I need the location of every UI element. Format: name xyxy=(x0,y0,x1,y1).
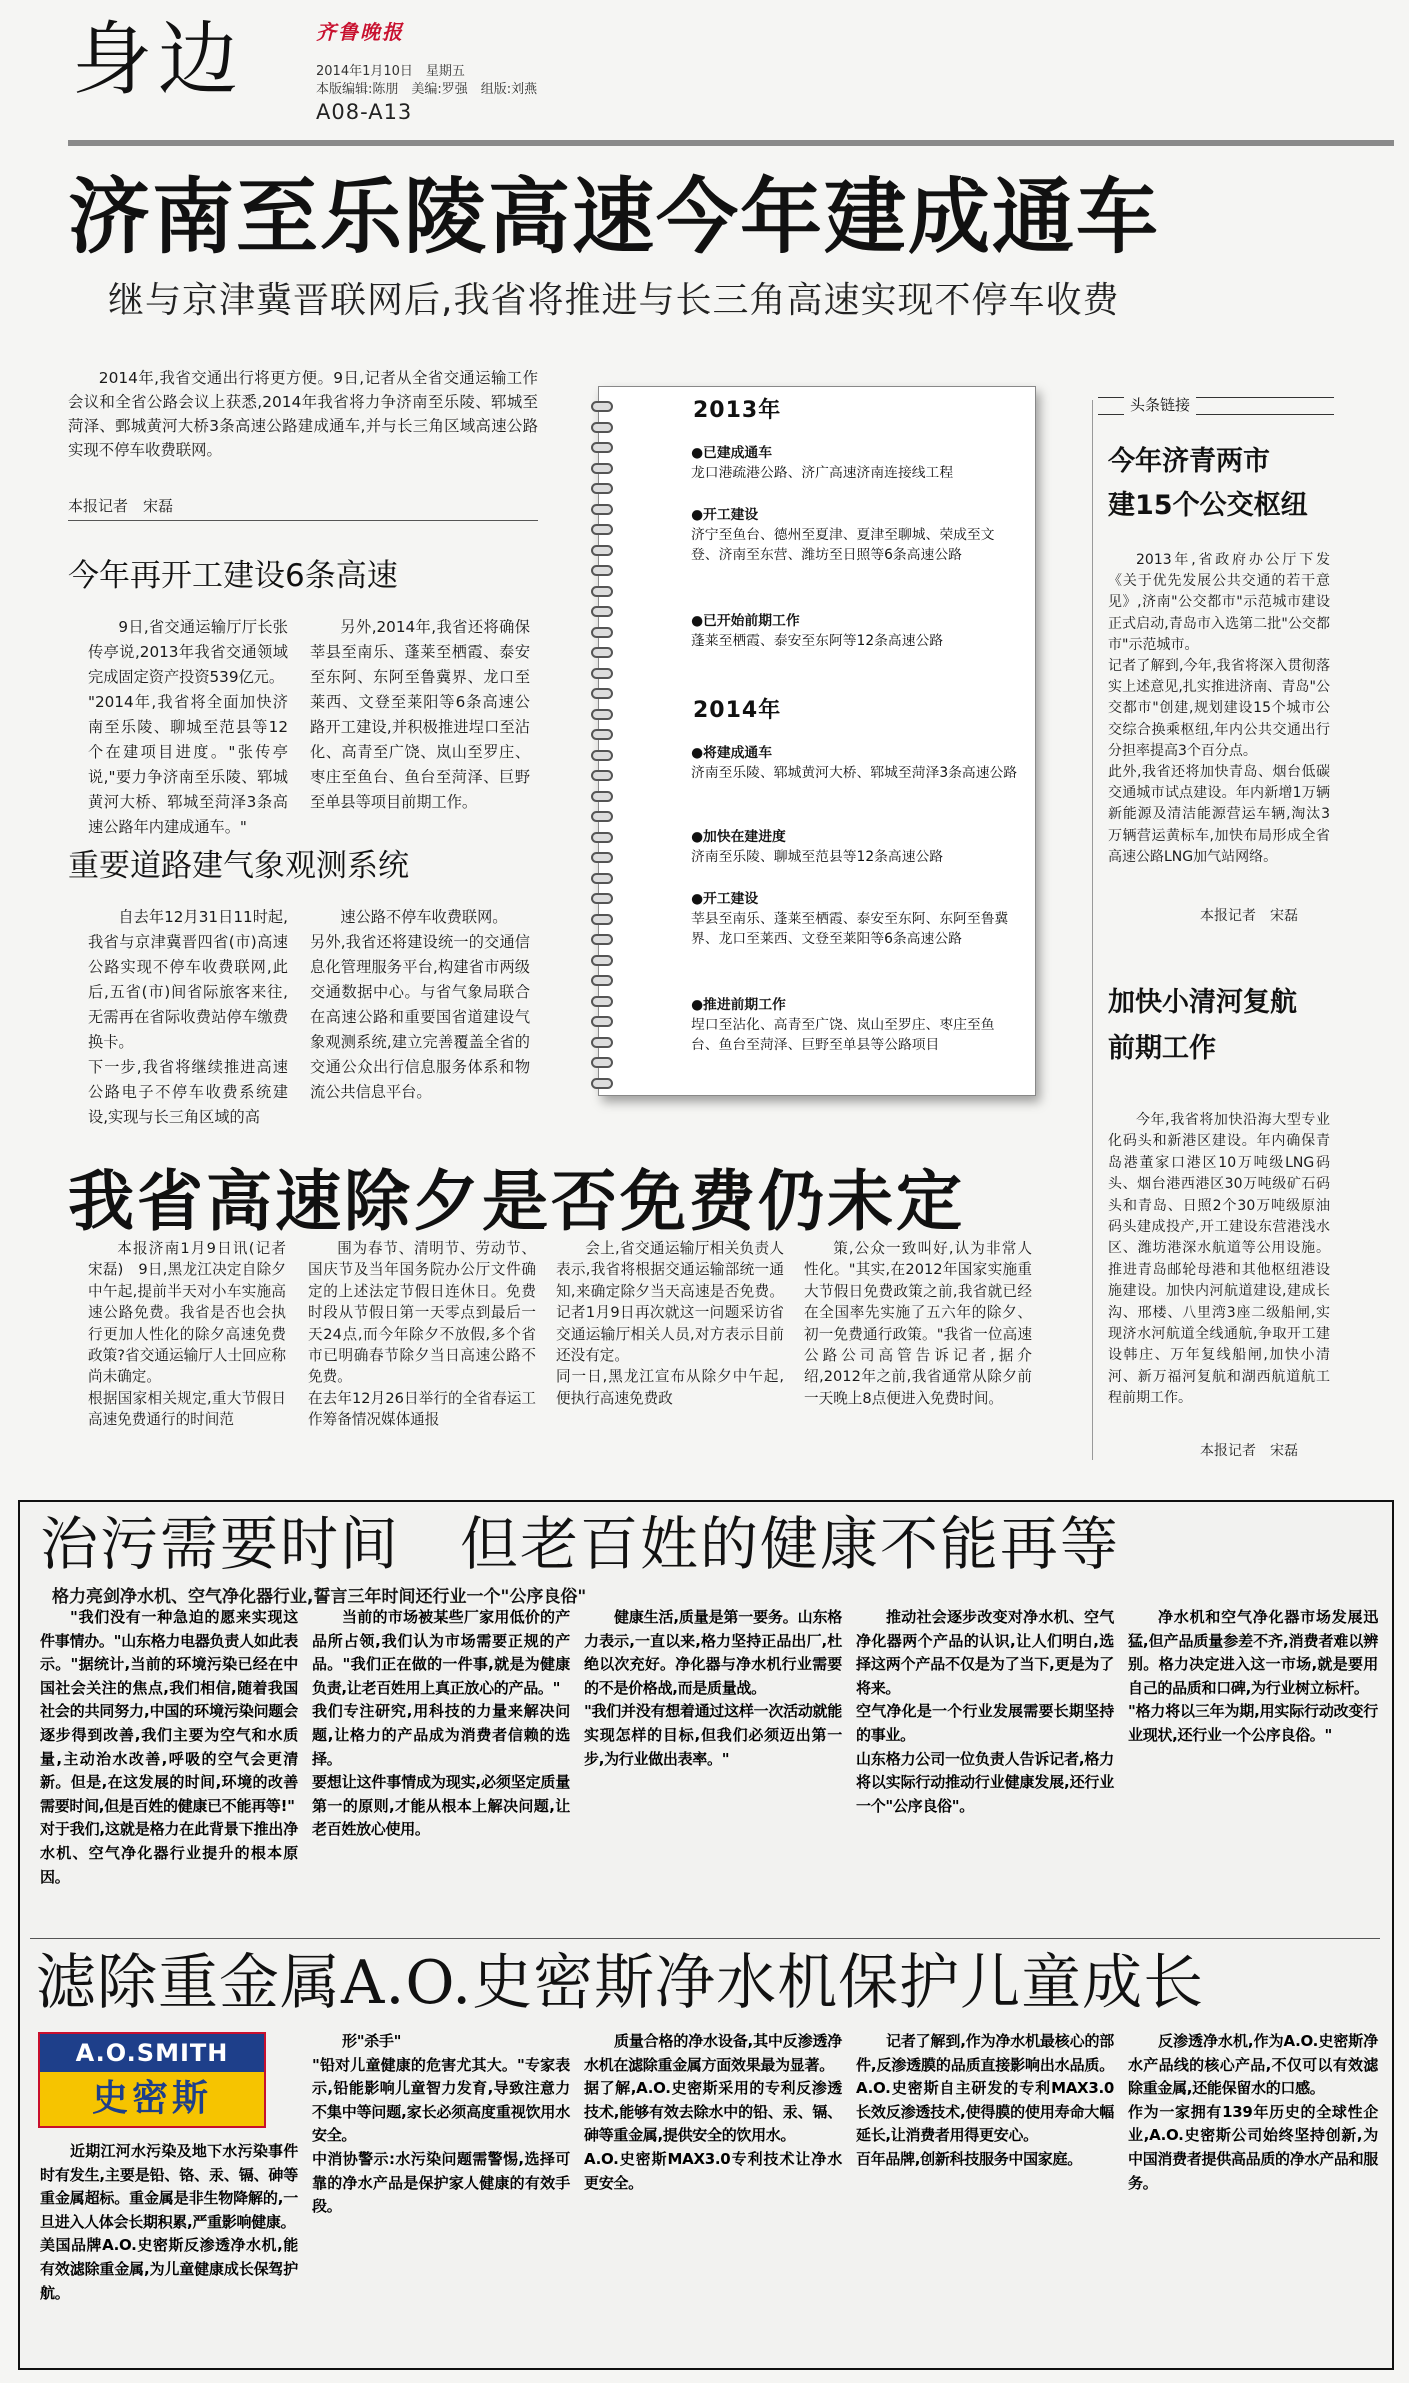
spiral-ring xyxy=(591,627,613,638)
spiral-ring xyxy=(591,483,613,494)
spiral-ring xyxy=(591,955,613,966)
lead-intro xyxy=(68,366,538,462)
spiral-ring xyxy=(591,852,613,863)
spiral-ring xyxy=(591,791,613,802)
item-head: ●已开始前期工作 xyxy=(691,613,800,629)
item-body: 济宁至鱼台、德州至夏津、夏津至聊城、荣成至文登、济南至东营、潍坊至日照等6条高速公路 xyxy=(691,527,995,563)
aosmith-logo xyxy=(38,2032,266,2128)
timeline-item xyxy=(691,827,1021,867)
spiral-ring xyxy=(591,442,613,453)
spiral-ring xyxy=(591,545,613,556)
spiral-ring xyxy=(591,586,613,597)
spiral-ring xyxy=(591,770,613,781)
editor-credits: 本版编辑:陈朋 美编:罗强 组版:刘燕 xyxy=(316,82,538,97)
lead-subtitle: 继与京津冀晋联网后,我省将推进与长三角高速实现不停车收费 xyxy=(108,280,1120,321)
item-head: ●开工建设 xyxy=(691,507,759,523)
spiral-ring xyxy=(591,1016,613,1027)
sidebar-heading-1: 今年济青两市 建15个公交枢纽 xyxy=(1108,446,1308,521)
item-head: ●开工建设 xyxy=(691,891,759,907)
spiral-ring xyxy=(591,934,613,945)
ad-col-4: 推动社会逐步改变对净水机、空气净化器两个产品的认识,让人们明白,选择这两个产品不仅是为了当下,更是为了将来。 空气净化是一个行业发展需要长期坚持的事业。 山东格力公司一位负责人告诉记者,格力将以实际行动推动行业健康发展,还行业一个"公序良俗"。 xyxy=(856,1608,1114,1815)
ad2-col-5: 反渗透净水机,作为A.O.史密斯净水产品线的核心产品,不仅可以有效滤除重金属,还能保留水的口感。 作为一家拥有139年历史的全球性企业,A.O.史密斯公司始终坚持创新,为中国消费者提供高品质的净水产品和服务。 xyxy=(1128,2032,1378,2192)
item-body: 济南至乐陵、聊城至范县等12条高速公路 xyxy=(691,849,944,865)
sub1-heading: 今年再开工建设6条高速 xyxy=(68,558,398,594)
timeline-notebook xyxy=(598,386,1036,1096)
timeline-item xyxy=(691,995,1021,1055)
item-head: ●推进前期工作 xyxy=(691,997,786,1013)
sub2-heading: 重要道路建气象观测系统 xyxy=(68,848,409,884)
spiral-ring xyxy=(591,750,613,761)
lead-intro-text: 2014年,我省交通出行将更方便。9日,记者从全省交通运输工作会议和全省公路会议上获悉,2014年我省将力争济南至乐陵、郓城至菏泽、鄄城黄河大桥3条高速公路建成通车,并与长三角区域高速公路实现不停车收费联网。 xyxy=(68,369,538,459)
year-2014-label: 2014年 xyxy=(693,698,782,723)
newspaper-logo: 齐鲁晚报 xyxy=(316,20,404,44)
masthead-rule xyxy=(68,140,1394,146)
sidebar-text-1: 2013年,省政府办公厅下发《关于优先发展公共交通的若干意见》,济南"公交都市"示范城市建设正式启动,青岛市入选第二批"公交都市"示范城市。 记者了解到,今年,我省将深入贯彻落实上述意见,扎实推进济南、青岛"公交都市"创建,规划建设15个城市公交综合换乘枢纽,年内公共交通出行分担率提高3个百分点。 此外,我省还将加快青岛、烟台低碳交通城市试点建设。年内新增1万辆新能源及清洁能源营运车辆,淘汰3万辆营运黄标车,加快布局形成全省高速公路LNG加气站网络。 xyxy=(1108,552,1330,865)
spiral-ring xyxy=(591,401,613,412)
item-body: 埕口至沾化、高青至广饶、岚山至罗庄、枣庄至鱼台、鱼台至菏泽、巨野至单县等公路项目 xyxy=(691,1017,995,1053)
year-2013-label: 2013年 xyxy=(693,398,782,423)
item-body: 蓬莱至栖霞、泰安至东阿等12条高速公路 xyxy=(691,633,944,649)
sub1-col-left: 9日,省交通运输厅厅长张传亭说,2013年我省交通领域完成固定资产投资539亿元。 "2014年,我省将全面加快济南至乐陵、聊城至范县等12个在建项目进度。"张传亭说,"要力争济南至乐陵、郓城黄河大桥、郓城至菏泽3条高速公路年内建成通车。" xyxy=(88,618,288,836)
spiral-ring xyxy=(591,832,613,843)
spiral-ring xyxy=(591,504,613,515)
spiral-ring xyxy=(591,463,613,474)
sidebar-label: 头条链接 xyxy=(1124,394,1196,415)
timeline-item xyxy=(691,505,1021,565)
ad-col-5: 净水机和空气净化器市场发展迅猛,但产品质量参差不齐,消费者难以辨别。格力决定进入这一市场,就是要用自己的品质和口碑,为行业树立标杆。 "格力将以三年为期,用实际行动改变行业现状,还行业一个公序良俗。" xyxy=(1128,1608,1378,1744)
spiral-ring xyxy=(591,1078,613,1089)
story2-col-4: 策,公众一致叫好,认为非常人性化。"其实,在2012年国家实施重大节假日免费政策之前,我省就已经在全国率先实施了五六年的除夕、初一免费通行政策。"我省一位高速公路公司高管告诉记者,据介绍,2012年之前,我省通常从除夕前一天晚上8点便进入免费时间。 xyxy=(804,1240,1032,1407)
story2-col-1: 本报济南1月9日讯(记者宋磊) 9日,黑龙江决定自除夕中午起,提前半天对小车实施高速公路免费。我省是否也会执行更加人性化的除夕高速免费政策?省交通运输厅人士回应称尚未确定。 根据国家相关规定,重大节假日高速免费通行的时间范 xyxy=(88,1240,286,1429)
spiral-ring xyxy=(591,729,613,740)
sidebar-divider xyxy=(1092,400,1093,1460)
item-body: 济南至乐陵、郓城黄河大桥、郓城至菏泽3条高速公路 xyxy=(691,765,1018,781)
item-head: ●已建成通车 xyxy=(691,445,773,461)
spiral-ring xyxy=(591,668,613,679)
issue-date: 2014年1月10日 星期五 xyxy=(316,64,465,79)
timeline-item xyxy=(691,889,1021,949)
sub2-col-left: 自去年12月31日11时起,我省与京津冀晋四省(市)高速公路实现不停车收费联网,此后,五省(市)间省际旅客来往,无需再在省际收费站停车缴费换卡。 下一步,我省将继续推进高速公路电子不停车收费系统建设,实现与长三角区域的高 xyxy=(88,908,288,1126)
spiral-ring xyxy=(591,688,613,699)
ad-col-1: "我们没有一种急迫的愿来实现这件事情办。"山东格力电器负责人如此表示。"据统计,当前的环境污染已经在中国社会关注的焦点,我们相信,随着我国社会的共同努力,中国的环境污染问题会逐步得到改善,我们主要为空气和水质量,主动治水改善,呼吸的空气会更清新。但是,在这发展的时间,环境的改善需要时间,但是百姓的健康已不能再等!" 对于我们,这就是格力在此背景下推出净水机、空气净化器行业提升的根本原因。 xyxy=(40,1608,298,1886)
story2-headline: 我省高速除夕是否免费仍未定 xyxy=(68,1163,965,1240)
lead-divider xyxy=(68,520,538,521)
ad-col-2: 当前的市场被某些厂家用低价的产品所占领,我们认为市场需要正规的产品。"我们正在做的一件事,就是为健康负责,让老百姓用上真正放心的产品。" 我们专注研究,用科技的力量来解决问题,让格力的产品成为消费者信赖的选择。 要想让这件事情成为现实,必须坚定质量第一的原则,才能从根本上解决问题,让老百姓放心使用。 xyxy=(312,1608,570,1839)
sidebar-heading-2: 加快小清河复航 前期工作 xyxy=(1108,987,1297,1064)
timeline-item xyxy=(691,443,1021,483)
spiral-ring xyxy=(591,893,613,904)
section-title: 身边 xyxy=(72,13,244,106)
spiral-ring xyxy=(591,524,613,535)
sub1-col-right: 另外,2014年,我省还将确保莘县至南乐、蓬莱至栖霞、泰安至东阿、东阿至鲁冀界、龙口至莱西、文登至莱阳等6条高速公路开工建设,并积极推进埕口至沾化、高青至广饶、岚山至罗庄、枣庄至鱼台、鱼台至菏泽、巨野至单县等项目前期工作。 xyxy=(310,618,530,811)
timeline-item xyxy=(691,611,1021,651)
item-head: ●将建成通车 xyxy=(691,745,773,761)
ad-separator xyxy=(30,1938,1380,1939)
ad2-col-1: 近期江河水污染及地下水污染事件时有发生,主要是铅、铬、汞、镉、砷等重金属超标。重金属是非生物降解的,一旦进入人体会长期积累,严重影响健康。 美国品牌A.O.史密斯反渗透净水机,能有效滤除重金属,为儿童健康成长保驾护航。 xyxy=(40,2142,298,2302)
ad-subtitle: 格力亮剑净水机、空气净化器行业,誓言三年时间还行业一个"公序良俗" xyxy=(52,1587,587,1607)
ad-col-3: 健康生活,质量是第一要务。山东格力表示,一直以来,格力坚持正品出厂,杜绝以次充好。净化器与净水机行业需要的不是价格战,而是质量战。 "我们并没有想着通过这样一次活动就能实现怎样的目标,但我们必须迈出第一步,为行业做出表率。" xyxy=(584,1608,842,1768)
spiral-ring xyxy=(591,422,613,433)
ad2-headline: 滤除重金属A.O.史密斯净水机保护儿童成长 xyxy=(36,1948,1205,2018)
ad-headline: 治污需要时间 但老百姓的健康不能再等 xyxy=(40,1510,1121,1578)
logo-cn: 史密斯 xyxy=(40,2072,264,2126)
ad2-col-3: 质量合格的净水设备,其中反渗透净水机在滤除重金属方面效果最为显著。 据了解,A.O.史密斯采用的专利反渗透技术,能够有效去除水中的铅、汞、镉、砷等重金属,提供安全的饮用水。 A.O.史密斯MAX3.0专利技术让净水更安全。 xyxy=(584,2032,842,2192)
spiral-ring xyxy=(591,606,613,617)
item-body: 莘县至南乐、蓬莱至栖霞、泰安至东阿、东阿至鲁冀界、龙口至莱西、文登至莱阳等6条高速公路 xyxy=(691,911,1009,947)
page-range: A08-A13 xyxy=(316,100,413,124)
story2-col-2: 围为春节、清明节、劳动节、国庆节及当年国务院办公厅文件确定的上述法定节假日连休日。免费时段从节假日第一天零点到最后一天24点,而今年除夕不放假,多个省市已明确春节除夕当日高速公路不免费。 在去年12月26日举行的全省春运工作筹备情况媒体通报 xyxy=(308,1240,536,1429)
spiral-ring xyxy=(591,1037,613,1048)
spiral-ring xyxy=(591,565,613,576)
item-body: 龙口港疏港公路、济广高速济南连接线工程 xyxy=(691,465,954,481)
spiral-ring xyxy=(591,914,613,925)
item-head: ●加快在建进度 xyxy=(691,829,786,845)
spiral-ring xyxy=(591,996,613,1007)
spiral-ring xyxy=(591,1057,613,1068)
sidebar-byline-2: 本报记者 宋磊 xyxy=(1200,1443,1298,1459)
ad2-col-4: 记者了解到,作为净水机最核心的部件,反渗透膜的品质直接影响出水品质。A.O.史密斯自主研发的专利MAX3.0长效反渗透技术,使得膜的使用寿命大幅延长,让消费者用得更安心。 百年品牌,创新科技服务中国家庭。 xyxy=(856,2032,1114,2168)
ad2-col-2: 形"杀手" "铅对儿童健康的危害尤其大。"专家表示,铅能影响儿童智力发育,导致注意力不集中等问题,家长必须高度重视饮用水安全。 中消协警示:水污染问题需警惕,选择可靠的净水产品是保护家人健康的有效手段。 xyxy=(312,2032,570,2216)
spiral-ring xyxy=(591,811,613,822)
story2-col-3: 会上,省交通运输厅相关负责人表示,我省将根据交通运输部统一通知,来确定除夕当天高速是否免费。记者1月9日再次就这一问题采访省交通运输厅相关人员,对方表示目前还没有定。 同一日,黑龙江宣布从除夕中午起,便执行高速免费政 xyxy=(556,1240,784,1407)
sidebar-byline-1: 本报记者 宋磊 xyxy=(1200,908,1298,924)
lead-headline: 济南至乐陵高速今年建成通车 xyxy=(68,170,1161,265)
sub2-col-right: 速公路不停车收费联网。 另外,我省还将建设统一的交通信息化管理服务平台,构建省市两级交通数据中心。与省气象局联合在高速公路和重要国省道建设气象观测系统,建立完善覆盖全省的交通公众出行信息服务体系和物流公共信息平台。 xyxy=(310,908,530,1101)
logo-en: A.O.SMITH xyxy=(40,2034,264,2072)
spiral-ring xyxy=(591,975,613,986)
spiral-ring xyxy=(591,647,613,658)
timeline-item xyxy=(691,743,1021,783)
spiral-ring xyxy=(591,709,613,720)
spiral-ring xyxy=(591,873,613,884)
lead-byline: 本报记者 宋磊 xyxy=(68,497,174,515)
sidebar-text-2: 今年,我省将加快沿海大型专业化码头和新港区建设。年内确保青岛港董家口港区10万吨级LNG码头、烟台港西港区30万吨级矿石码头和青岛、日照2个30万吨级原油码头建成投产,开工建设东营港浅水区、潍坊港深水航道等公用设施。推进青岛邮轮母港和其他枢纽港设施建设。加快内河航道建设,建成长沟、邢楼、八里湾3座二级船闸,实现济水河航道全线通航,争取开工建设韩庄、万年复线船闸,加快小清河、新万福河复航和湖西航道航工程前期工作。 xyxy=(1108,1112,1330,1407)
